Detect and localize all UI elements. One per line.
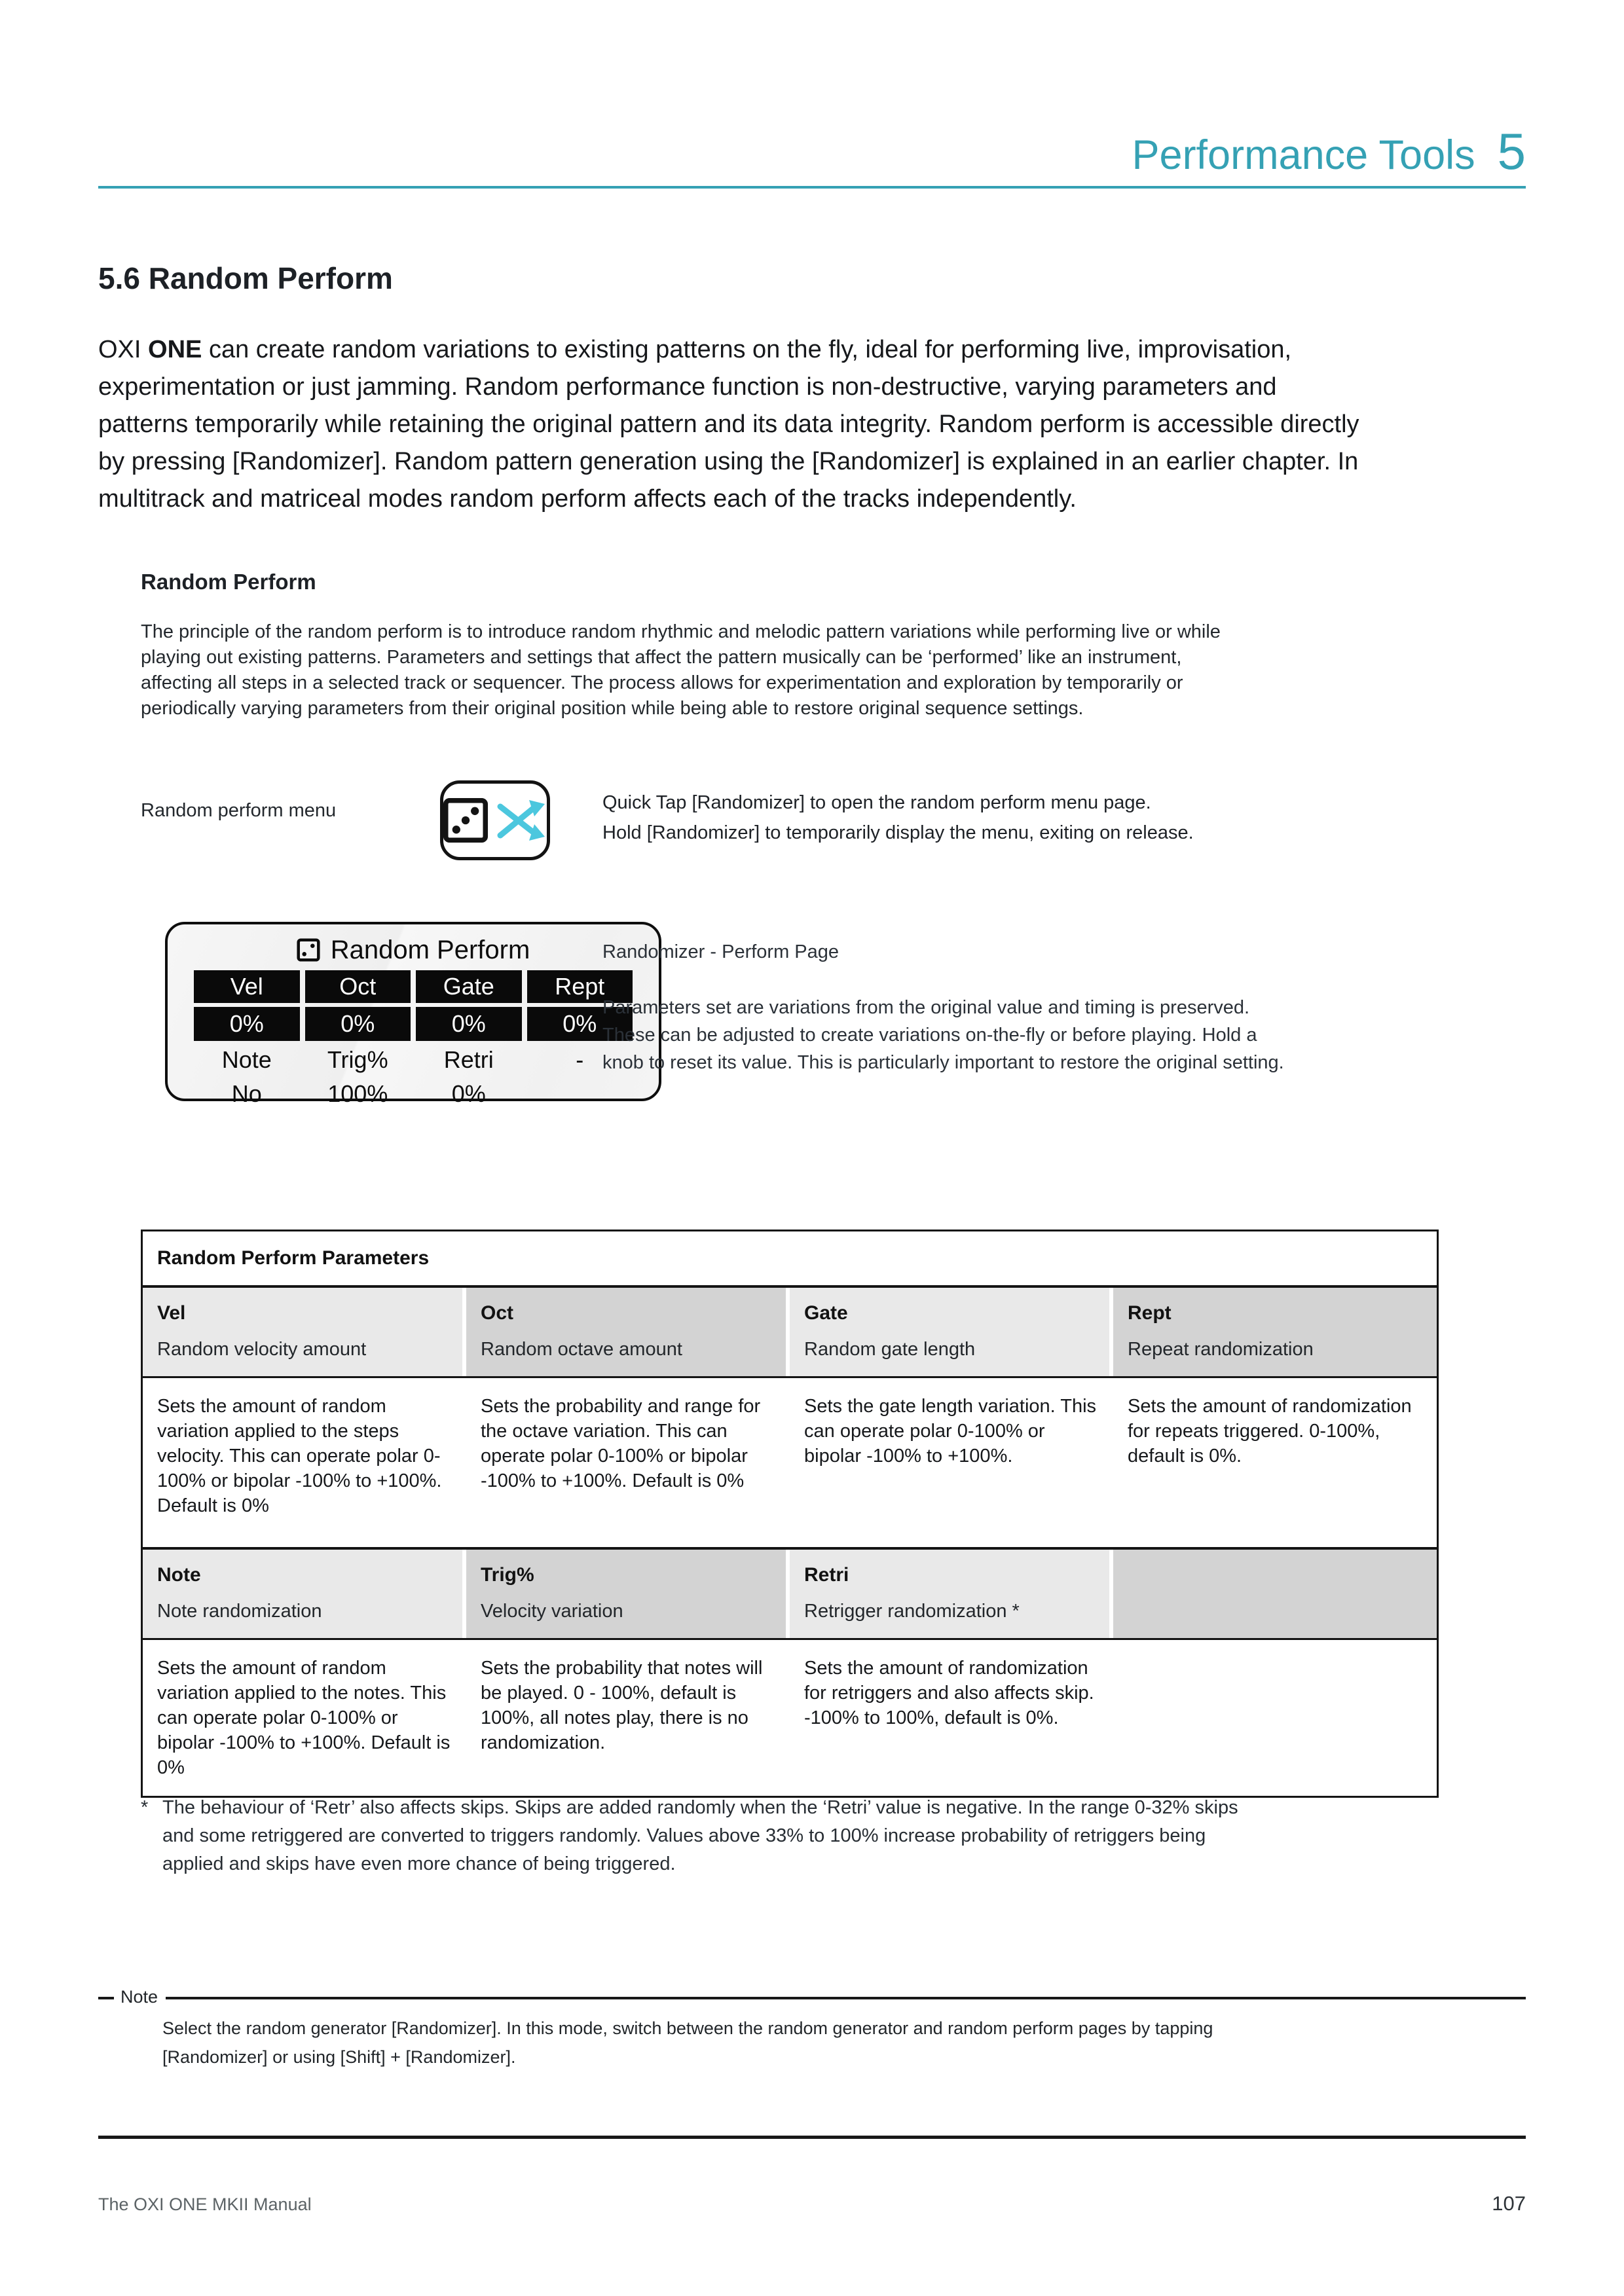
screen-value-retri: 0%: [451, 1080, 486, 1107]
param-desc: Random velocity amount: [157, 1339, 367, 1360]
param-name: Rept: [1128, 1302, 1172, 1324]
screen-value-rept: 0%: [527, 1007, 633, 1041]
header-divider: [98, 186, 1526, 189]
brand-bold: ONE: [148, 336, 202, 363]
intro-line-1: [98, 331, 1539, 369]
screen-value-empty: [527, 1079, 633, 1109]
table-header-row-2: [143, 1550, 1437, 1640]
note-box-top-rule: [98, 1988, 1526, 2008]
body-cell-oct: Sets the probability and range for the octave variation. This can operate polar 0-100% or bipolar -100% to +100%. Default is 0%: [481, 1396, 761, 1491]
menu-instruction-line-2: Hold [Randomizer] to temporarily display the menu, exiting on release.: [602, 822, 1194, 843]
param-desc: Repeat randomization: [1128, 1339, 1314, 1360]
footer-manual-title: The OXI ONE MKII Manual: [98, 2195, 312, 2214]
screen-label-trig: Trig%: [327, 1046, 388, 1073]
body-cell-vel: Sets the amount of random variation applied to the steps velocity. This can operate polar 0-100% or bipolar -100% to +100%. Default is 0%: [157, 1396, 442, 1516]
footnote: [141, 1794, 1398, 1878]
param-desc: Velocity variation: [481, 1601, 623, 1622]
chapter-number: 5: [1497, 122, 1526, 180]
footer-page-number: 107: [1492, 2192, 1526, 2215]
header-cell-vel: [143, 1288, 466, 1376]
footnote-marker: *: [141, 1797, 149, 1818]
header-cell-oct: [466, 1288, 790, 1376]
screen-header-vel: Vel: [194, 970, 300, 1003]
note-dash: [98, 1997, 114, 1999]
body-cell-trig: Sets the probability that notes will be played. 0 - 100%, default is 100%, all notes play, there is no randomization.: [481, 1658, 763, 1753]
body-cell-gate: Sets the gate length variation. This can operate polar 0-100% or bipolar -100% to +100%.: [804, 1396, 1097, 1467]
param-name: Trig%: [481, 1564, 534, 1586]
die-icon: [443, 797, 489, 843]
screen-header-rept: Rept: [527, 970, 633, 1003]
screen-caption-body: Parameters set are variations from the original value and timing is preserved. These can be adjusted to create variations on-the-fly or before playing. Hold a knob to reset its value. This is particularly important to restore the original setting.: [602, 997, 1284, 1073]
screen-header-oct: Oct: [305, 970, 411, 1003]
menu-instructions: [602, 788, 1194, 848]
body-cell-empty: [1113, 1640, 1437, 1796]
screen-value-oct: 0%: [305, 1007, 411, 1041]
menu-instruction-line-1: Quick Tap [Randomizer] to open the random perform menu page.: [602, 792, 1151, 813]
param-desc: Random gate length: [804, 1339, 976, 1360]
screen-value-note: No: [231, 1080, 262, 1107]
header-cell-gate: [790, 1288, 1113, 1376]
table-header-row-1: [143, 1288, 1437, 1378]
brand-prefix: OXI: [98, 336, 149, 363]
screen-value-vel: 0%: [194, 1007, 300, 1041]
param-desc: Retrigger randomization *: [804, 1601, 1020, 1622]
screen-grid: [194, 970, 633, 1109]
random-perform-parameters-table: [141, 1230, 1439, 1798]
table-body-row-2: [143, 1640, 1437, 1796]
header-cell-retri: [790, 1550, 1113, 1638]
header-cell-rept: [1113, 1288, 1437, 1376]
param-name: Note: [157, 1564, 201, 1586]
note-body: Select the random generator [Randomizer]. In this mode, switch between the random generator and random perform pages by tapping [Randomizer] or using [Shift] + [Randomizer].: [162, 2018, 1213, 2067]
screen-caption-title: Randomizer - Perform Page: [602, 941, 840, 962]
param-name: Vel: [157, 1302, 186, 1324]
screen-title: Random Perform: [330, 935, 530, 964]
param-desc: Note randomization: [157, 1601, 322, 1622]
chapter-header: [1132, 122, 1526, 181]
random-perform-menu-label: Random perform menu: [141, 800, 337, 821]
note-label: Note: [120, 1987, 158, 2007]
screen-value-gate: 0%: [416, 1007, 522, 1041]
header-cell-note: [143, 1550, 466, 1638]
intro-line-1-text: can create random variations to existing patterns on the fly, ideal for performing live, improvisation,: [202, 336, 1292, 363]
chapter-title: Performance Tools: [1132, 132, 1475, 178]
param-name: Retri: [804, 1564, 849, 1586]
screen-label-dash: -: [576, 1046, 584, 1073]
body-cell-note: Sets the amount of random variation applied to the notes. This can operate polar 0-100% or bipolar -100% to +100%. Default is 0%: [157, 1658, 451, 1778]
subsection-heading: Random Perform: [141, 570, 316, 594]
intro-paragraph: [98, 331, 1539, 518]
table-body-row-1: [143, 1378, 1437, 1550]
footnote-text: The behaviour of ‘Retr’ also affects skips. Skips are added randomly when the ‘Retri’ value is negative. In the range 0-32% skips and some retriggered are converted to triggers randomly. Values above 33% to 100% increase probability of retriggers being applied and skips have even more chance of being triggered.: [162, 1797, 1238, 1874]
body-cell-rept: Sets the amount of randomization for repeats triggered. 0-100%, default is 0%.: [1128, 1396, 1412, 1467]
random-perform-screen: [165, 922, 661, 1107]
screen-value-trig: 100%: [327, 1080, 388, 1107]
header-cell-empty: [1113, 1550, 1437, 1638]
header-cell-trig: [466, 1550, 790, 1638]
section-heading: 5.6 Random Perform: [98, 261, 393, 295]
body-cell-retri: Sets the amount of randomization for retriggers and also affects skip. -100% to 100%, default is 0%.: [804, 1658, 1094, 1728]
shuffle-icon: [496, 796, 547, 845]
screen-title-row: [194, 935, 633, 965]
screen-header-gate: Gate: [416, 970, 522, 1003]
intro-lines: experimentation or just jamming. Random performance function is non-destructive, varying parameters and patterns temporarily while retaining the original pattern and its data integrity. Random perform is accessible directly by pressing [Randomizer]. Random pattern generation using the [Randomizer] is explained in an earlier chapter. In multitrack and matriceal modes random perform affects each of the tracks independently.: [98, 373, 1359, 513]
subsection-body: The principle of the random perform is to introduce random rhythmic and melodic pattern variations while performing live or while playing out existing patterns. Parameters and settings that affect the pattern musically can be ‘performed’ like an instrument, affecting all steps in a selected track or sequencer. The process allows for experimentation and exploration by temporarily or periodically varying parameters from their original position while being able to restore original sequence settings.: [141, 621, 1221, 719]
note-box-bottom-rule: [98, 2136, 1526, 2139]
screen-label-retri: Retri: [443, 1046, 494, 1073]
param-name: Oct: [481, 1302, 514, 1324]
randomizer-button-illustration: [440, 780, 550, 860]
note-line: [166, 1997, 1526, 1999]
die-icon-small: [297, 938, 320, 962]
screen-label-note: Note: [221, 1046, 272, 1073]
param-desc: Random octave amount: [481, 1339, 682, 1360]
param-name: Gate: [804, 1302, 848, 1324]
table-title: Random Perform Parameters: [143, 1231, 1437, 1288]
